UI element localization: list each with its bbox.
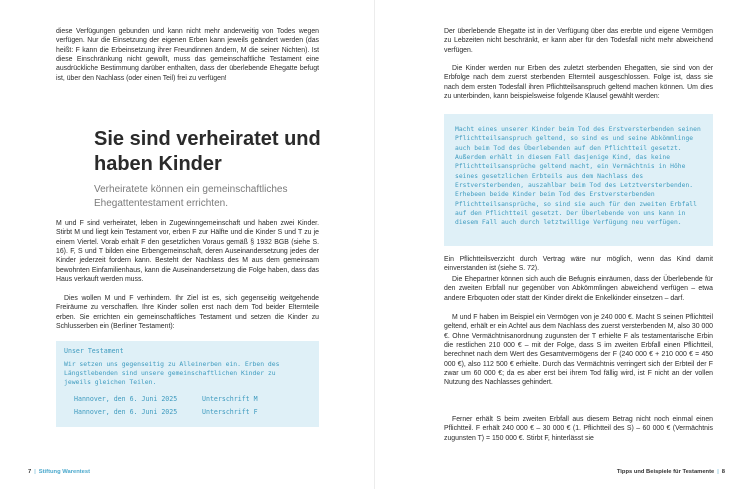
right-paragraph-1: Der überlebende Ehegatte ist in der Verfügung über das ererbte und eigene Vermögen zu Lebzeiten nicht beschränkt, er kann aber für den Todesfall nicht mehr abweichend verfügen. <box>444 28 713 54</box>
testament-date-2: Hannover, den 6. Juni 2025 <box>74 408 178 416</box>
section-title: Tipps und Beispiele für Testamente <box>616 469 715 475</box>
right-paragraph-2: Die Kinder werden nur Erben des zuletzt sterbenden Ehegatten, sie sind von der Erbfolge nach dem zuerst sterbenden Elternteil ausgeschlossen. Folge ist, dass sie nach dem ersten Todesfall ihren Pflichtteilsanspruch geltend machen können. Um dies zu unterbinden, kann beispielsweise folgende Klausel gewählt werden: <box>444 65 713 101</box>
left-footer: 7 | Stiftung Warentest <box>28 469 91 475</box>
section-heading: Sie sind verheiratet und haben Kinder <box>94 128 321 175</box>
section-subheading: Verheiratete können ein gemeinschaftliches Ehegattentestament errichten. <box>94 184 288 209</box>
right-paragraph-6: Ferner erhält S beim zweiten Erbfall aus diesem Betrag nicht noch einmal einen Pflichtteil. F erhält 240 000 € – 30 000 € (1. Pflichtteil des S) – 60 000 € (Vermächtnis zugunsten T) = 150 000 €. Stirbt F, hinterlässt sie <box>444 416 713 442</box>
testament-title: Unser Testament <box>64 347 124 355</box>
testament-example-box <box>56 341 319 427</box>
testament-text: Wir setzen uns gegenseitig zu Alleinerben ein. Erben des Längstlebenden sind unsere gemeinschaftlichen Kinder zu jeweils gleichen Teilen. <box>64 360 280 387</box>
body-paragraph-1: M und F sind verheiratet, leben in Zugewinngemeinschaft und haben zwei Kinder. Stirbt M und liegt kein Testament vor, erben F zur Hälfte und die Kinder S und T zu je einem Viertel. Vorab erhält F den gesetzlichen Voraus gemäß § 1932 BGB (siehe S. 16). F, S und T bilden eine Erbengemeinschaft, deren Auseinandersetzung jedes der Kinder jederzeit fordern kann. Besteht der Nachlass des M aus dem gemeinsam bewohnten Einfamilienhaus, kann die Auseinandersetzung die Folge haben, dass das Haus verkauft werden muss. <box>56 220 319 284</box>
publisher-name: Stiftung Warentest <box>38 469 91 475</box>
right-paragraph-5: M und F haben im Beispiel ein Vermögen von je 240 000 €. Macht S seinen Pflichtteil geltend, erhält er ein Achtel aus dem Nachlass des zuerst versterbenden M, also 30 000 €. Ohne Vermächtnisanordnung zugunsten der T erhielte F als testamentarische Erbin die restlichen 210 000 € – mit der Folge, dass S im zweiten Erbfall einen Pflichtteil, berechnet nach dem Wert des Gesamtvermögens der F (240 000 € + 210 000 € = 450 000 €), also 112 500 € erhielte. Durch das Vermächtnis verringert sich der Erbteil der F zwar um 60 000 €; da es aber erst bei ihrem Tod fällig wird, ist F nicht an der vollen Nutzung des Nachlasses gehindert. <box>444 314 713 387</box>
left-page-number: 7 <box>28 469 32 475</box>
right-paragraph-4: Die Ehepartner können sich auch die Befugnis einräumen, dass der Überlebende für den zweiten Erbfall nur gegenüber von Abkömmlingen abweichend verfügen – etwa andere Erbquoten oder statt der Kinder direkt die Enkelkinder einsetzen – darf. <box>444 276 713 302</box>
testament-date-1: Hannover, den 6. Juni 2025 <box>74 395 178 403</box>
clause-text: Macht eines unserer Kinder beim Tod des Erstversterbenden seinen Pflichtteilsanspruch geltend, so sind es und seine Abkömmlinge auch beim Tod des Überlebenden auf den Pflichtteil gesetzt. Außerdem erhält in diesem Fall dasjenige Kind, das keine Pflichtteilsansprüche geltend macht, ein Vermächtnis in Höhe seines gesetzlichen Erbteils aus dem Nachlass des Erstversterbenden, auszahlbar beim Tod des Letztversterbenden. Erhebeen beide Kinder beim Tod des Erstversterbenden Pflichtteilsansprüche, so sind sie auch für den zweiten Erbfall auf den Pflichtteil gesetzt. Der Überlebende von uns kann in diesem Fall auch durch letztwillige Verfügung neu verfügen. <box>455 126 701 227</box>
right-page <box>375 0 750 489</box>
right-footer: Tipps und Beispiele für Testamente | 8 <box>616 469 725 475</box>
signature-f: Unterschrift F <box>202 408 258 416</box>
right-paragraph-3: Ein Pflichtteilsverzicht durch Vertrag wäre nur möglich, wenn das Kind damit einverstanden ist (siehe S. 72). <box>444 256 713 273</box>
body-paragraph-2: Dies wollen M und F verhindern. Ihr Ziel ist es, sich gegenseitig weitgehende Freiräume zu verschaffen. Ihre Kinder sollen erst nach dem Tod beider Elternteile erben. Sie errichten ein gemeinschaftliches Testament und setzen die Kinder zu Schlusserben ein (Berliner Testament): <box>56 295 319 331</box>
intro-paragraph: diese Verfügungen gebunden und kann nicht mehr anderweitig von Todes wegen verfügen. Nur die Einsetzung der eigenen Erben kann jeweils geändert werden (das heißt: F kann die Erbeinsetzung ihrer Freundinnen ändern, M die seiner Nichten). Ist diese Einschränkung nicht gewollt, muss das gemeinschaftliche Testament eine ausdrückliche Bestimmung darüber enthalten, dass der überlebende Ehegatte befugt ist, über den Nachlass (oder einen Teil) frei zu verfügen! <box>56 28 319 82</box>
right-page-number: 8 <box>721 469 725 475</box>
signature-m: Unterschrift M <box>202 395 258 403</box>
clause-example-box <box>444 114 713 246</box>
